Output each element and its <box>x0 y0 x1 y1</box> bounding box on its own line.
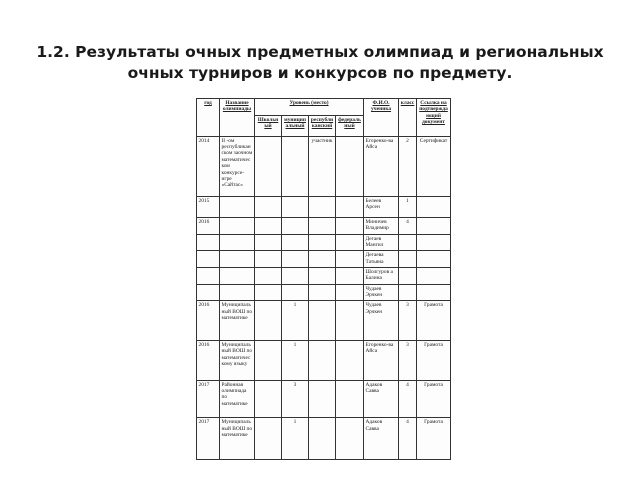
cell-fio: Чудаев Эрчкен <box>364 301 399 341</box>
header-republic: республиканский <box>309 115 336 136</box>
cell-republic <box>309 380 336 418</box>
results-table <box>196 98 451 460</box>
cell-name <box>220 217 255 234</box>
cell-school <box>255 301 282 341</box>
cell-year: 2016 <box>197 217 220 234</box>
cell-name <box>220 234 255 251</box>
cell-fio: Чудаев Эрчкен <box>364 284 399 301</box>
cell-class: 1 <box>399 197 417 218</box>
cell-year: 2014 <box>197 136 220 197</box>
cell-school <box>255 267 282 284</box>
cell-year: 2015 <box>197 197 220 218</box>
cell-school <box>255 340 282 380</box>
cell-federal <box>336 380 364 418</box>
cell-municipal: 1 <box>282 301 309 341</box>
cell-republic <box>309 284 336 301</box>
header-year: год <box>197 99 220 137</box>
header-municipal: муниципальный <box>282 115 309 136</box>
cell-name <box>220 197 255 218</box>
cell-school <box>255 234 282 251</box>
cell-name: Муниципальный ВОШ по математике <box>220 418 255 460</box>
table-row <box>197 340 451 380</box>
table-row <box>197 136 451 197</box>
cell-federal <box>336 197 364 218</box>
cell-federal <box>336 267 364 284</box>
table-row <box>197 301 451 341</box>
cell-federal <box>336 284 364 301</box>
cell-republic <box>309 197 336 218</box>
cell-class: 2 <box>399 136 417 197</box>
cell-republic <box>309 234 336 251</box>
cell-name: Районная олимпиада по математике <box>220 380 255 418</box>
header-federal: федеральный <box>336 115 364 136</box>
cell-link: Грамота <box>417 380 451 418</box>
cell-school <box>255 197 282 218</box>
cell-school <box>255 418 282 460</box>
cell-class: 4 <box>399 418 417 460</box>
header-fio: Ф.И.О. ученика <box>364 99 399 137</box>
cell-school <box>255 136 282 197</box>
cell-municipal <box>282 136 309 197</box>
scanned-table <box>196 98 450 460</box>
cell-municipal <box>282 284 309 301</box>
cell-municipal <box>282 217 309 234</box>
cell-municipal <box>282 251 309 268</box>
cell-link: Грамота <box>417 418 451 460</box>
cell-municipal: 1 <box>282 418 309 460</box>
cell-federal <box>336 340 364 380</box>
cell-federal <box>336 217 364 234</box>
header-level: Уровень (место) <box>255 99 364 116</box>
cell-year <box>197 267 220 284</box>
cell-fio: Адаков Савва <box>364 380 399 418</box>
cell-year: 2017 <box>197 380 220 418</box>
cell-name <box>220 284 255 301</box>
cell-federal <box>336 251 364 268</box>
table-row <box>197 418 451 460</box>
cell-link <box>417 251 451 268</box>
cell-link: Грамота <box>417 301 451 341</box>
cell-fio: Шолгуров а Балина <box>364 267 399 284</box>
cell-republic <box>309 267 336 284</box>
table-row <box>197 251 451 268</box>
cell-fio: Миничев Владимир <box>364 217 399 234</box>
table-row <box>197 197 451 218</box>
cell-year <box>197 284 220 301</box>
cell-municipal: 1 <box>282 340 309 380</box>
cell-municipal <box>282 267 309 284</box>
header-class: класс <box>399 99 417 137</box>
cell-link <box>417 217 451 234</box>
cell-fio: Дегаев Мангил <box>364 234 399 251</box>
header-name: Название олимпиады <box>220 99 255 137</box>
cell-republic <box>309 301 336 341</box>
cell-fio: Дегаева Татьяна <box>364 251 399 268</box>
cell-fio: Адаков Савва <box>364 418 399 460</box>
cell-class: 3 <box>399 340 417 380</box>
cell-year: 2017 <box>197 418 220 460</box>
table-row <box>197 234 451 251</box>
cell-link: Грамота <box>417 340 451 380</box>
header-school: Школьный <box>255 115 282 136</box>
cell-class <box>399 234 417 251</box>
cell-fio: Белеев Арсен <box>364 197 399 218</box>
cell-fio: Егоренко-ва Айса <box>364 136 399 197</box>
cell-republic <box>309 251 336 268</box>
cell-republic <box>309 418 336 460</box>
cell-class <box>399 251 417 268</box>
cell-school <box>255 284 282 301</box>
cell-federal <box>336 136 364 197</box>
slide-title: 1.2. Результаты очных предметных олимпиад и региональных очных турниров и конкурсов по предмету. <box>36 43 604 82</box>
cell-republic <box>309 340 336 380</box>
cell-class <box>399 267 417 284</box>
table-row <box>197 217 451 234</box>
table-row <box>197 380 451 418</box>
cell-link <box>417 197 451 218</box>
cell-republic: участник <box>309 136 336 197</box>
cell-municipal: 3 <box>282 380 309 418</box>
cell-year <box>197 234 220 251</box>
cell-republic <box>309 217 336 234</box>
cell-school <box>255 217 282 234</box>
cell-year: 2016 <box>197 301 220 341</box>
table-row <box>197 284 451 301</box>
cell-name: Муниципальный ВОШ по математическому языку <box>220 340 255 380</box>
cell-link: Сертификат <box>417 136 451 197</box>
cell-name <box>220 267 255 284</box>
cell-federal <box>336 301 364 341</box>
cell-school <box>255 380 282 418</box>
cell-link <box>417 234 451 251</box>
cell-name: Муниципальный ВОШ по математике <box>220 301 255 341</box>
cell-fio: Егоренко-ва Айса <box>364 340 399 380</box>
cell-link <box>417 267 451 284</box>
cell-class: 3 <box>399 301 417 341</box>
cell-school <box>255 251 282 268</box>
cell-link <box>417 284 451 301</box>
cell-class: 4 <box>399 217 417 234</box>
cell-name <box>220 251 255 268</box>
cell-municipal <box>282 197 309 218</box>
cell-name: II -ом республиканском заочном математическом конкурсе-игре «Сайтас» <box>220 136 255 197</box>
cell-year: 2016 <box>197 340 220 380</box>
table-row <box>197 267 451 284</box>
cell-municipal <box>282 234 309 251</box>
cell-federal <box>336 234 364 251</box>
cell-class: 4 <box>399 380 417 418</box>
cell-year <box>197 251 220 268</box>
cell-class <box>399 284 417 301</box>
cell-federal <box>336 418 364 460</box>
header-link: Ссылка на подтверждающий документ <box>417 99 451 137</box>
